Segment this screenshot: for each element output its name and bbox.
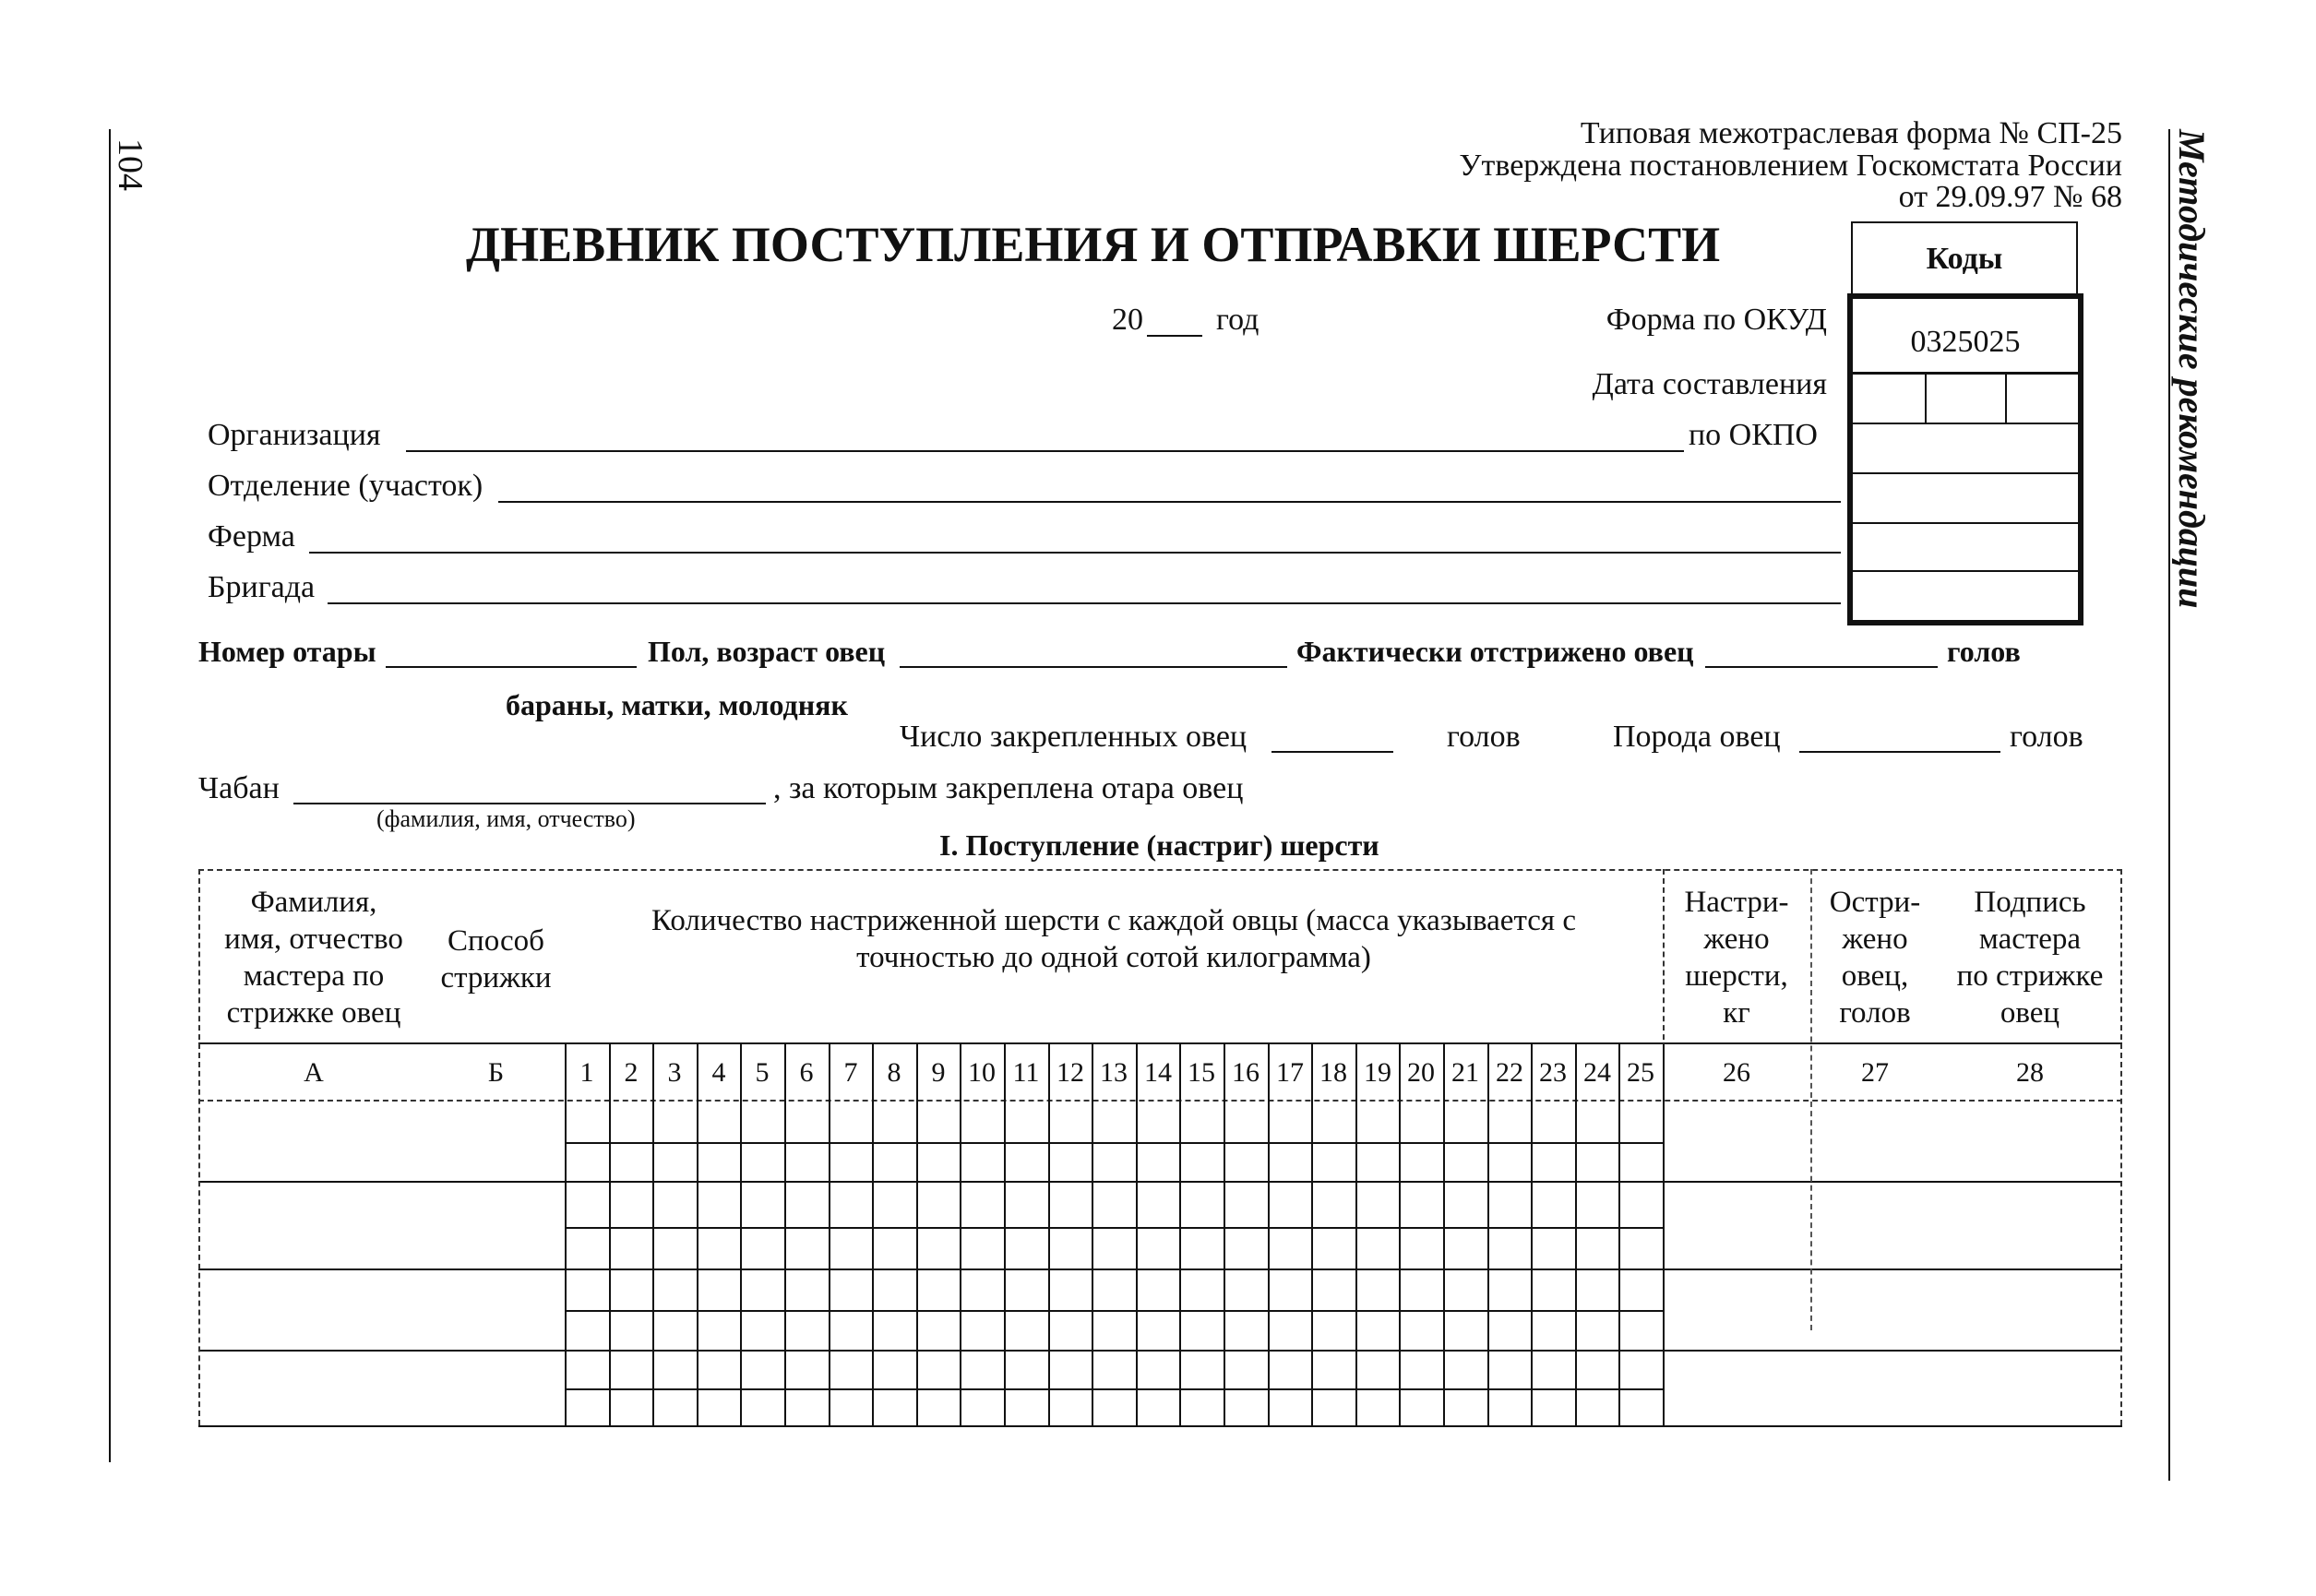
farm-field[interactable]: [309, 552, 1841, 554]
grid-col-line: [1311, 1044, 1313, 1425]
col-27-header: Остри- жено овец, голов: [1829, 886, 1921, 1030]
grid-col-line: [1443, 1044, 1445, 1425]
num-26: 26: [1723, 1057, 1750, 1088]
grid-col-line: [1004, 1044, 1006, 1425]
flock-number-label: Номер отары: [198, 635, 376, 668]
num-col-15: 15: [1188, 1057, 1215, 1088]
num-col-8: 8: [887, 1057, 901, 1088]
grid-col-line: [960, 1044, 961, 1425]
col-name-header: Фамилия, имя, отчество мастера по стрижке овец: [224, 886, 403, 1030]
num-col-25: 25: [1627, 1057, 1654, 1088]
grid-col-line: [1136, 1044, 1138, 1425]
form-type: Типовая межотраслевая форма № СП-25: [1580, 116, 2122, 150]
num-col-14: 14: [1144, 1057, 1172, 1088]
farm-label: Ферма: [208, 519, 295, 554]
left-margin-line: [109, 129, 111, 1462]
organization-label: Организация: [208, 418, 381, 452]
num-col-16: 16: [1232, 1057, 1259, 1088]
assigned-label: Число закрепленных овец: [900, 720, 1248, 754]
grid-col-line: [1618, 1044, 1620, 1425]
year-suffix: год: [1216, 303, 1259, 337]
shepherd-label: Чабан: [198, 771, 280, 805]
num-col-13: 13: [1100, 1057, 1128, 1088]
col-quantity-header: Количество настриженной шерсти с каждой овцы (масса указывается с точностью до одной сотой килограмма): [651, 904, 1577, 974]
approval-date: от 29.09.97 № 68: [1898, 180, 2122, 214]
okud-value[interactable]: 0325025: [1910, 325, 2021, 359]
assigned-field[interactable]: [1271, 751, 1393, 753]
grid-col-line: [1575, 1044, 1577, 1425]
grid-col-line: [652, 1044, 654, 1425]
num-col-18: 18: [1319, 1057, 1347, 1088]
col-26-header: Настри- жено шерсти, кг: [1684, 886, 1789, 1030]
num-col-7: 7: [843, 1057, 858, 1088]
num-27: 27: [1861, 1057, 1889, 1088]
grid-col-line: [1487, 1044, 1489, 1425]
num-col-10: 10: [968, 1057, 996, 1088]
okpo-label: по ОКПО: [1688, 418, 1818, 452]
codes-header: [1851, 221, 2078, 297]
num-col-12: 12: [1057, 1057, 1084, 1088]
grid-col-line: [697, 1044, 698, 1425]
grid-col-line: [784, 1044, 786, 1425]
heads-unit-1: голов: [1947, 635, 2021, 668]
num-col-2: 2: [624, 1057, 639, 1088]
page-number: 104: [111, 138, 149, 191]
shepherd-hint: (фамилия, имя, отчество): [376, 805, 636, 832]
shepherd-field[interactable]: [293, 803, 766, 804]
col-method-header: Способ стрижки: [440, 924, 552, 995]
grid-col-line: [1092, 1044, 1093, 1425]
department-label: Отделение (участок): [208, 469, 483, 503]
grid-col-line: [1048, 1044, 1050, 1425]
date-label: Дата составления: [1592, 367, 1827, 401]
grid-col-line: [1663, 1044, 1665, 1425]
year-field[interactable]: [1147, 335, 1202, 337]
side-title: Методические рекомендации: [2171, 129, 2213, 609]
num-col-9: 9: [931, 1057, 946, 1088]
department-field[interactable]: [498, 501, 1841, 503]
flock-number-field[interactable]: [386, 666, 637, 668]
codes-header-label: Коды: [1926, 242, 2003, 276]
page-title: ДНЕВНИК ПОСТУПЛЕНИЯ И ОТПРАВКИ ШЕРСТИ: [466, 217, 1721, 272]
right-margin-line: [2168, 129, 2170, 1481]
sheared-field[interactable]: [1705, 666, 1938, 668]
num-col-22: 22: [1496, 1057, 1523, 1088]
grid-col-line: [1531, 1044, 1533, 1425]
grid-col-line: [1355, 1044, 1357, 1425]
num-b: Б: [487, 1057, 505, 1088]
okud-label: Форма по ОКУД: [1606, 303, 1827, 337]
brigade-field[interactable]: [328, 602, 1841, 604]
grid-col-line: [740, 1044, 742, 1425]
num-col-20: 20: [1407, 1057, 1435, 1088]
sheared-label: Фактически отстрижено овец: [1296, 635, 1694, 668]
grid-col-line: [829, 1044, 830, 1425]
num-col-6: 6: [799, 1057, 814, 1088]
num-col-5: 5: [755, 1057, 770, 1088]
num-col-11: 11: [1012, 1057, 1040, 1088]
num-col-21: 21: [1451, 1057, 1479, 1088]
organization-field[interactable]: [406, 450, 1684, 452]
approval: Утверждена постановлением Госкомстата России: [1459, 149, 2122, 183]
num-col-24: 24: [1583, 1057, 1611, 1088]
sex-age-hint: бараны, матки, молодняк: [506, 688, 848, 721]
num-col-4: 4: [711, 1057, 726, 1088]
brigade-label: Бригада: [208, 570, 316, 604]
grid-col-line: [1179, 1044, 1181, 1425]
sex-age-field[interactable]: [900, 666, 1287, 668]
grid-col-line: [872, 1044, 874, 1425]
section-title: I. Поступление (настриг) шерсти: [939, 828, 1379, 862]
grid-col-line: [609, 1044, 611, 1425]
codes-box: [1847, 293, 2083, 625]
breed-field[interactable]: [1799, 751, 2000, 753]
heads-unit-3: голов: [2010, 720, 2083, 754]
grid-col-line: [1399, 1044, 1401, 1425]
grid-col-line: [1268, 1044, 1270, 1425]
num-col-1: 1: [579, 1057, 594, 1088]
grid-col-line: [1224, 1044, 1225, 1425]
grid-col-line: [916, 1044, 918, 1425]
num-col-3: 3: [667, 1057, 682, 1088]
num-a: А: [304, 1057, 324, 1088]
num-col-19: 19: [1364, 1057, 1391, 1088]
shepherd-tail: , за которым закреплена отара овец: [773, 771, 1244, 805]
col-28-header: Подпись мастера по стрижке овец: [1956, 886, 2104, 1030]
num-col-17: 17: [1276, 1057, 1304, 1088]
breed-label: Порода овец: [1613, 720, 1781, 754]
sex-age-label: Пол, возраст овец: [648, 635, 886, 668]
num-col-23: 23: [1539, 1057, 1567, 1088]
year-prefix: 20: [1112, 303, 1143, 337]
grid-col-line: [565, 1044, 567, 1425]
heads-unit-2: голов: [1447, 720, 1521, 754]
num-28: 28: [2016, 1057, 2044, 1088]
